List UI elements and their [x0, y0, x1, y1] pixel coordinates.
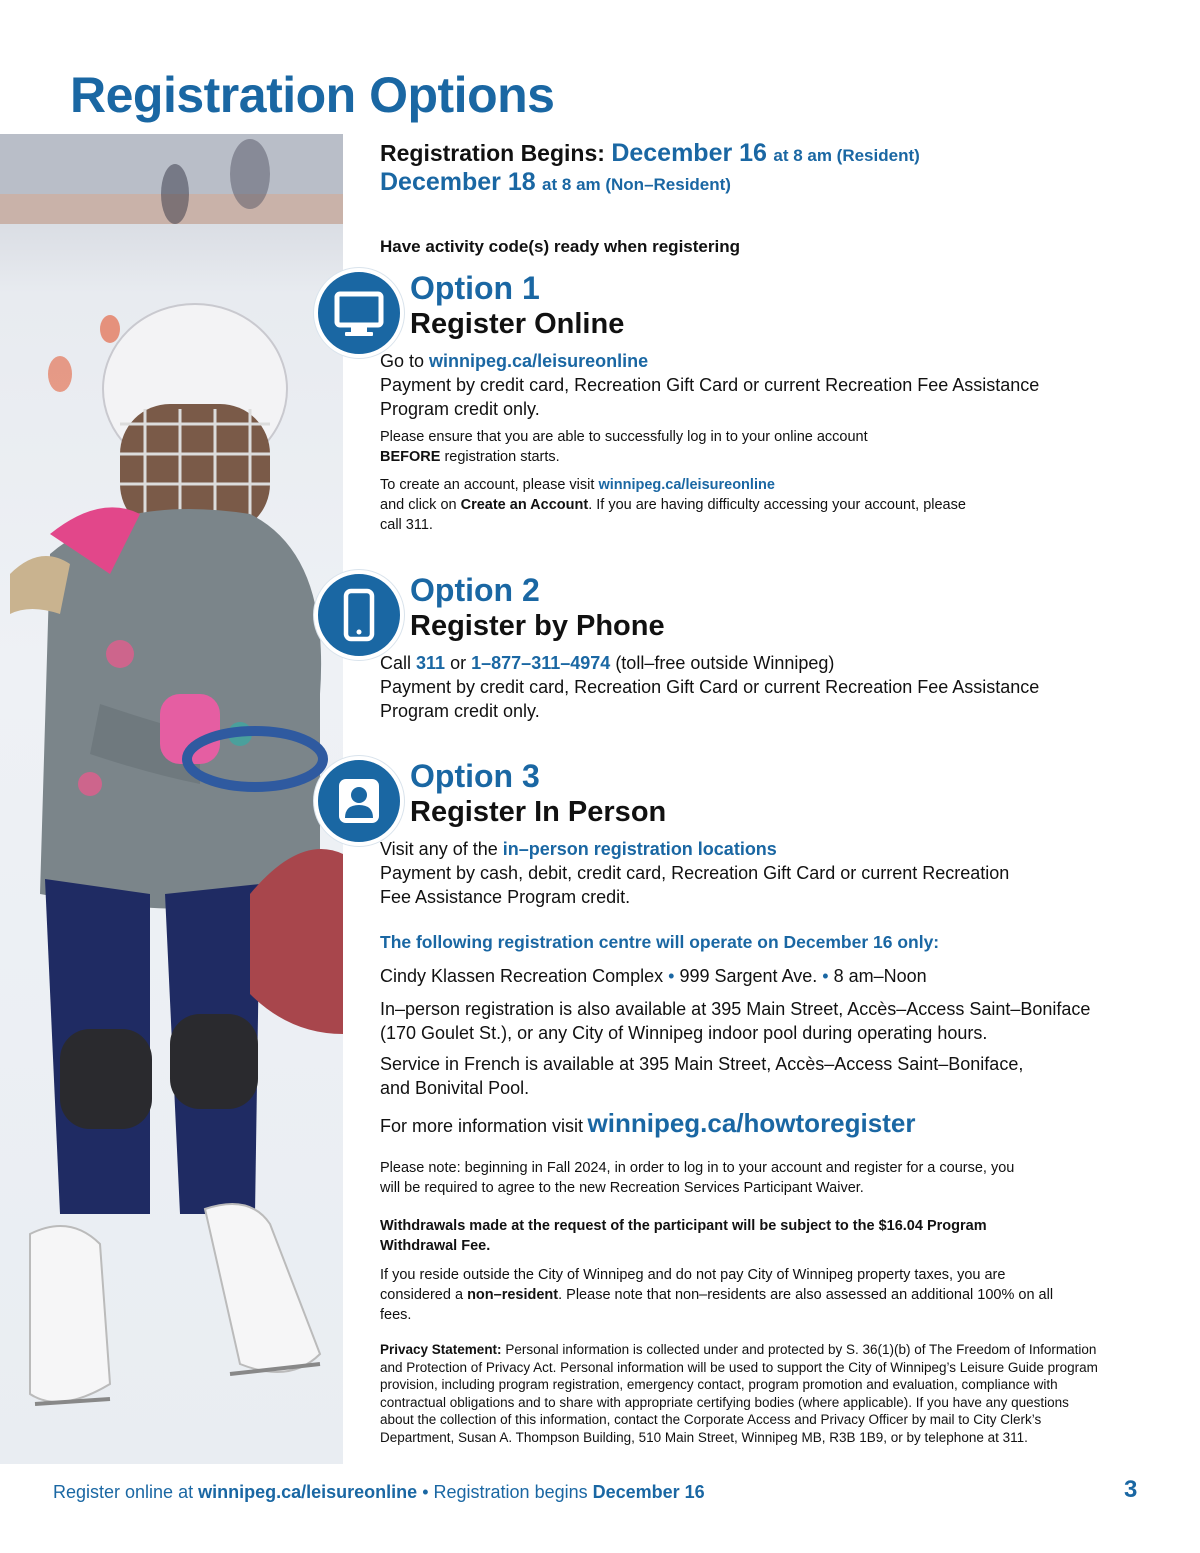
centre-french: Service in French is available at 395 Main Street, Accès–Access Saint–Boniface, and Bonivital Pool. — [380, 1054, 1024, 1098]
option1-body — [380, 349, 1070, 421]
centre-name: Cindy Klassen Recreation Complex — [380, 966, 664, 986]
option1-title: Register Online — [410, 308, 625, 340]
option2-number1[interactable]: 311 — [416, 653, 446, 673]
option3-payment: Payment by cash, debit, credit card, Recreation Gift Card or current Recreation Fee Assistance Program credit. — [380, 863, 1010, 907]
option2-label: Option 2 — [410, 572, 540, 608]
resident-time: at 8 am (Resident) — [773, 146, 920, 165]
registration-label: Registration Begins: — [380, 140, 605, 166]
bullet-2: • — [822, 966, 829, 986]
more-info — [380, 1108, 915, 1139]
withdrawal-note: Withdrawals made at the request of the participant will be subject to the $16.04 Program Withdrawal Fee. — [380, 1218, 987, 1254]
option1-difficulty: . If you are having difficulty accessing your account, please call 311. — [380, 497, 966, 533]
more-info-text: For more information visit — [380, 1116, 584, 1136]
privacy-label: Privacy Statement: — [380, 1342, 502, 1357]
option3-label: Option 3 — [410, 758, 540, 794]
option1-link[interactable]: winnipeg.ca/leisureonline — [429, 351, 649, 371]
option1-heading — [410, 270, 624, 342]
nonresident-rest: . Please note that non–residents are also assessed an additional 100% on all fees. — [380, 1287, 1054, 1323]
privacy-statement — [380, 1341, 1100, 1446]
option1-create-account: Create an Account — [460, 497, 589, 513]
footer-register-text: Register online at — [53, 1482, 194, 1502]
privacy-text: Personal information is collected under and protected by S. 36(1)(b) of The Freedom of Information and Protection of Privacy Act. Personal information will be used to support the City of Winnipeg’s Leisure Guide program provision, including program registration, emergency contact, program promotion and evaluation, compliance with contractual obligations and to share with appropriate certifying bodies (where applicable). If you have any questions about the collection of this information, contact the Corporate Access and Privacy Officer by mail to City Clerk’s Department, Susan A. Thompson Building, 510 Main Street, Winnipeg MB, R3B 1B9, or by telephone at 311. — [380, 1342, 1098, 1445]
option3-link[interactable]: in–person registration locations — [502, 839, 777, 859]
option2-number2[interactable]: 1–877–311–4974 — [471, 653, 611, 673]
nonresident-note — [380, 1265, 1080, 1325]
option3-heading — [410, 758, 666, 830]
footer — [53, 1482, 705, 1503]
bullet-1: • — [668, 966, 675, 986]
nonresident-bold: non–resident — [467, 1287, 559, 1303]
nonresident-intro: If you reside outside the City of Winnipeg and do not pay City of Winnipeg property taxes, you are considered a — [380, 1267, 1006, 1303]
option3-visit: Visit any of the — [380, 839, 498, 859]
centre-heading: The following registration centre will operate on December 16 only: — [380, 932, 940, 952]
option2-or: or — [450, 653, 467, 673]
option2-payment: Payment by credit card, Recreation Gift Card or current Recreation Fee Assistance Program credit only. — [380, 677, 1040, 721]
option2-body — [380, 651, 1070, 723]
option1-before: BEFORE — [380, 449, 441, 465]
option1-create-link[interactable]: winnipeg.ca/leisureonline — [598, 477, 775, 493]
howto-register-link[interactable]: winnipeg.ca/howtoregister — [587, 1108, 916, 1138]
option1-ensure-text: Please ensure that you are able to successfully log in to your online account — [380, 429, 868, 445]
option1-before-rest: registration starts. — [444, 449, 560, 465]
option2-tollfree: (toll–free outside Winnipeg) — [615, 653, 835, 673]
page-number: 3 — [1124, 1476, 1138, 1503]
monitor-icon — [314, 268, 404, 358]
option1-click-on: and click on — [380, 497, 457, 513]
option1-create — [380, 475, 980, 535]
resident-date: December 16 — [611, 139, 767, 167]
skater-illustration — [0, 134, 343, 1464]
option1-goto: Go to — [380, 351, 425, 371]
option1-create-intro: To create an account, please visit — [380, 477, 595, 493]
skater-photo — [0, 134, 343, 1464]
waiver-note: Please note: beginning in Fall 2024, in order to log in to your account and register for a course, you will be required to agree to the new Recreation Services Participant Waiver. — [380, 1160, 1015, 1196]
page-title: Registration Options — [70, 67, 555, 123]
footer-link[interactable]: winnipeg.ca/leisureonline — [198, 1482, 418, 1502]
footer-date: December 16 — [592, 1482, 705, 1502]
option3-title: Register In Person — [410, 796, 667, 828]
option1-payment: Payment by credit card, Recreation Gift Card or current Recreation Fee Assistance Program credit only. — [380, 375, 1040, 419]
person-icon — [314, 756, 404, 846]
footer-begins-text: Registration begins — [433, 1482, 588, 1502]
option2-heading — [410, 572, 665, 644]
centre-address: 999 Sargent Ave. — [679, 966, 818, 986]
option2-title: Register by Phone — [410, 610, 665, 642]
nonresident-date: December 18 — [380, 168, 536, 196]
option3-body — [380, 837, 1040, 909]
option2-call: Call — [380, 653, 412, 673]
centre-hours: 8 am–Noon — [833, 966, 927, 986]
nonresident-time: at 8 am (Non–Resident) — [542, 175, 731, 194]
centre-also: In–person registration is also available at 395 Main Street, Accès–Access Saint–Boniface (170 Goulet St.), or any City of Winnipeg indoor pool during operating hours. — [380, 999, 1091, 1043]
centre-line — [380, 964, 927, 988]
activity-code-note: Have activity code(s) ready when registering — [380, 237, 740, 256]
registration-dates — [380, 140, 920, 198]
option1-label: Option 1 — [410, 270, 540, 306]
option1-ensure — [380, 427, 940, 467]
phone-icon — [314, 570, 404, 660]
footer-bullet: • — [422, 1482, 429, 1502]
